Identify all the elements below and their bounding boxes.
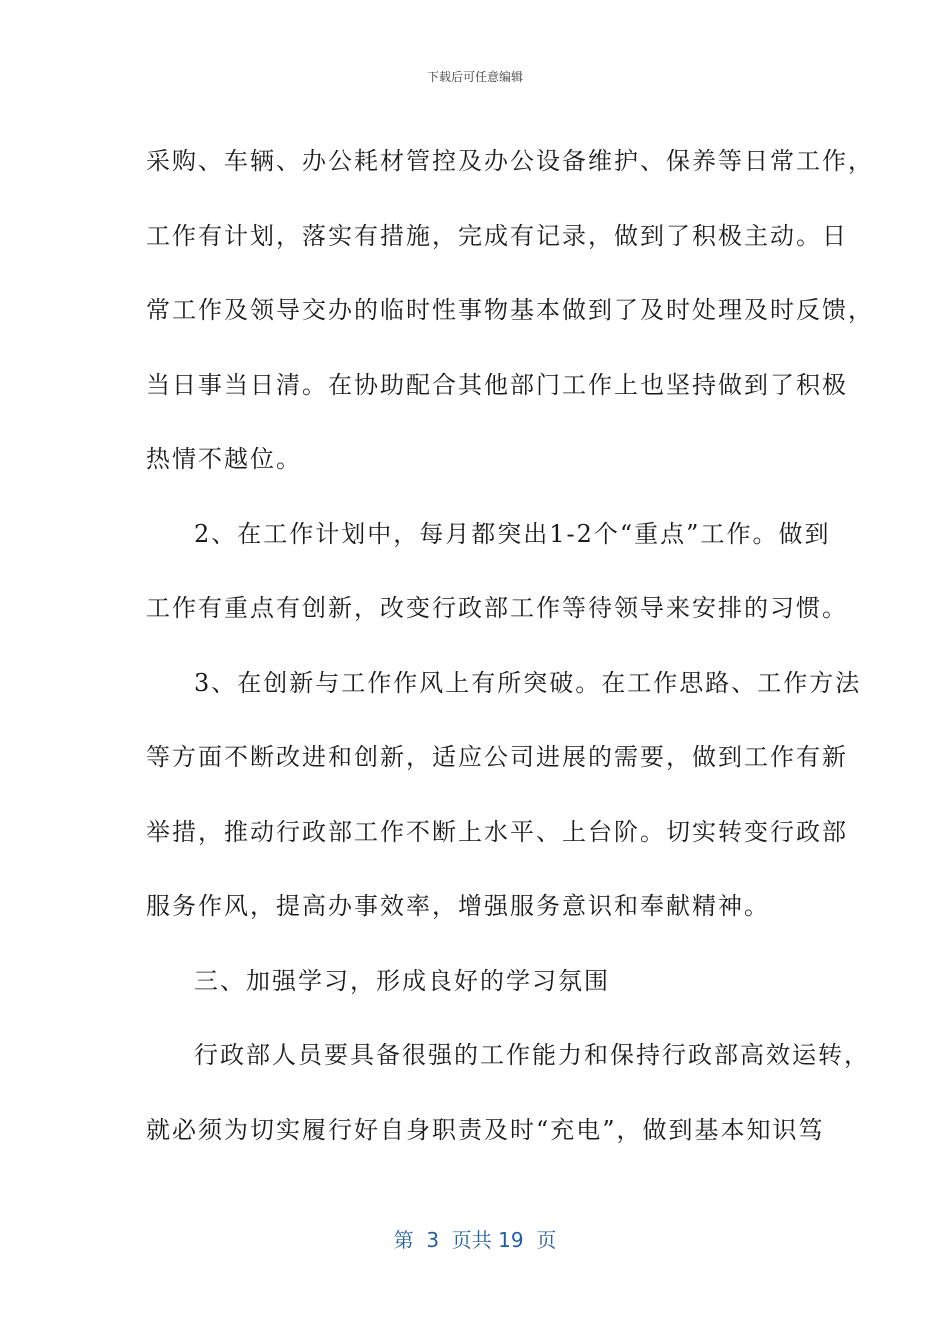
header-note: 下载后可任意编辑	[426, 70, 523, 84]
text-line: 当日事当日清。在协助配合其他部门工作上也坚持做到了积极	[146, 370, 848, 399]
text-line: 工作有重点有创新，改变行政部工作等待领导来安排的习惯。	[146, 594, 848, 622]
text-line: 就必须为切实履行好自身职责及时“充电”，做到基本知识笃	[146, 1115, 825, 1144]
page-footer: 第 3 页共 19 页	[393, 1228, 557, 1252]
text-line: 行政部人员要具备很强的工作能力和保持行政部高效运转，	[194, 1041, 870, 1069]
section-heading: 三、加强学习，形成良好的学习氛围	[194, 966, 610, 995]
text-line: 举措，推动行政部工作不断上水平、上台阶。切实转变行政部	[146, 817, 848, 846]
document-body	[146, 124, 874, 1167]
text-line: 等方面不断改进和创新，适应公司进展的需要，做到工作有新	[146, 743, 848, 771]
text-line: 2、在工作计划中，每月都突出1-2个“重点”工作。做到	[194, 519, 831, 548]
text-line: 采购、车辆、办公耗材管控及办公设备维护、保养等日常工作，	[146, 147, 874, 175]
text-line: 服务作风，提高办事效率，增强服务意识和奉献精神。	[146, 892, 770, 920]
text-line: 工作有计划，落实有措施，完成有记录，做到了积极主动。日	[146, 221, 848, 250]
text-line: 常工作及领导交办的临时性事物基本做到了及时处理及时反馈，	[146, 296, 874, 324]
text-line: 3、在创新与工作作风上有所突破。在工作思路、工作方法	[194, 668, 862, 697]
text-line: 热情不越位。	[146, 445, 302, 473]
